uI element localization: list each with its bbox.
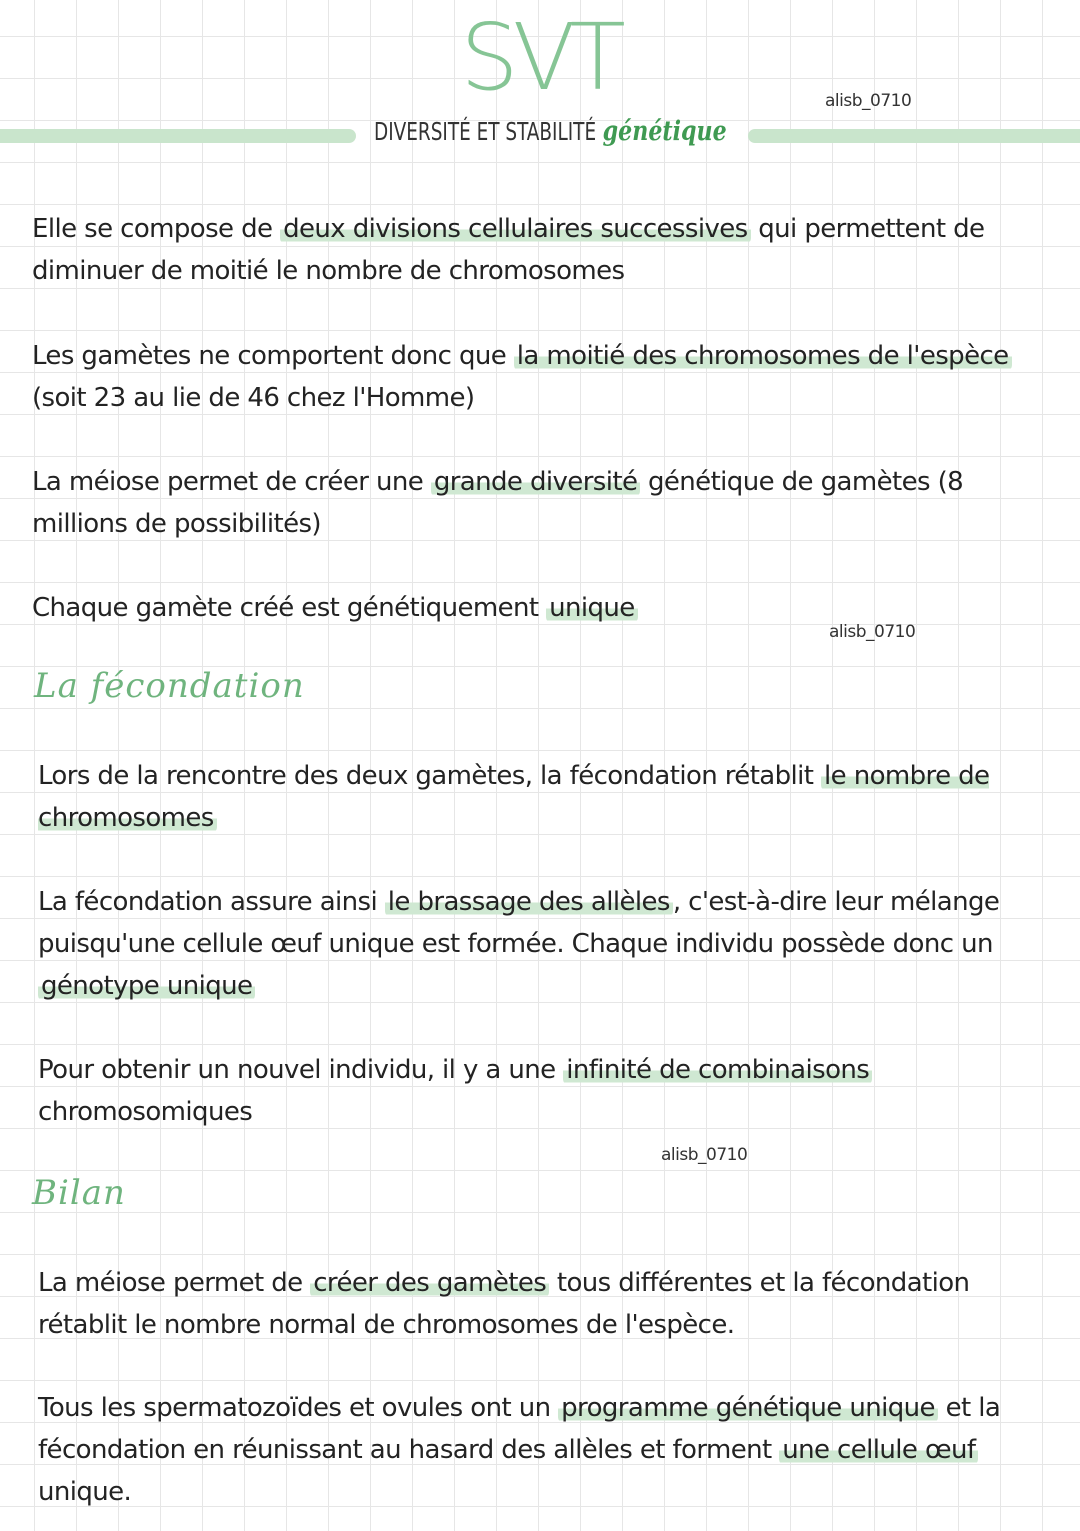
highlight: unique	[546, 593, 638, 623]
header-bar-left	[0, 129, 356, 143]
paragraph-bilan-programme	[38, 1387, 1038, 1513]
paragraph-bilan-meiose	[38, 1262, 1038, 1346]
section-title-fecondation: La fécondation	[34, 666, 305, 706]
highlight: une cellule œuf	[779, 1435, 978, 1465]
text: Tous les spermatozoïdes et ovules ont un	[38, 1393, 559, 1423]
text: Lors de la rencontre des deux gamètes, la fécondation rétablit	[38, 761, 822, 791]
header-bar-right	[748, 129, 1080, 143]
text: génétique de gamètes (8 millions de possibilités)	[32, 467, 964, 539]
highlight: programme génétique unique	[558, 1393, 938, 1423]
text: Chaque gamète créé est génétiquement	[32, 593, 547, 623]
page-title: SVT	[460, 4, 620, 111]
text: Pour obtenir un nouvel individu, il y a une	[38, 1055, 564, 1085]
page-subtitle	[374, 116, 727, 147]
highlight: grande diversité	[431, 467, 641, 497]
text: et la fécondation en réunissant au hasard des allèles et forment	[38, 1393, 1001, 1465]
text: , c'est-à-dire leur mélange puisqu'une cellule œuf unique est formée. Chaque individu possède donc un	[38, 887, 1000, 959]
text: La fécondation assure ainsi	[38, 887, 385, 917]
highlight: infinité de combinaisons	[563, 1055, 872, 1085]
text: chromosomiques	[38, 1097, 253, 1127]
highlight: génotype unique	[38, 971, 255, 1001]
paragraph-fecondation-retablit	[38, 755, 1038, 839]
section-title-bilan: Bilan	[32, 1173, 126, 1213]
text: tous différentes et la fécondation rétablit le nombre normal de chromosomes de l'espèce.	[38, 1268, 970, 1340]
subtitle-text: DIVERSITÉ ET STABILITÉ	[374, 117, 597, 146]
highlight: le nombre de chromosomes	[38, 761, 990, 833]
text: unique.	[38, 1477, 132, 1507]
text: (soit 23 au lie de 46 chez l'Homme)	[32, 383, 475, 413]
watermark: alisb_0710	[829, 622, 916, 642]
highlight: le brassage des allèles	[385, 887, 673, 917]
highlight: créer des gamètes	[310, 1268, 549, 1298]
watermark: alisb_0710	[661, 1145, 748, 1165]
subtitle-accent: génétique	[602, 116, 727, 147]
text: La méiose permet de créer une	[32, 467, 431, 497]
highlight: la moitié des chromosomes de l'espèce	[514, 341, 1012, 371]
highlight: deux divisions cellulaires successives	[280, 214, 751, 244]
paragraph-unique	[32, 587, 1032, 629]
text: Elle se compose de	[32, 214, 281, 244]
paragraph-brassage	[38, 881, 1038, 1007]
paragraph-gametes-chromosomes	[32, 335, 1032, 419]
paragraph-combinaisons	[38, 1049, 1038, 1133]
text: La méiose permet de	[38, 1268, 311, 1298]
text: qui permettent de diminuer de moitié le nombre de chromosomes	[32, 214, 985, 286]
watermark: alisb_0710	[825, 91, 912, 111]
paragraph-meiose-divisions	[32, 208, 1032, 292]
text: Les gamètes ne comportent donc que	[32, 341, 514, 371]
paragraph-diversite	[32, 461, 1032, 545]
